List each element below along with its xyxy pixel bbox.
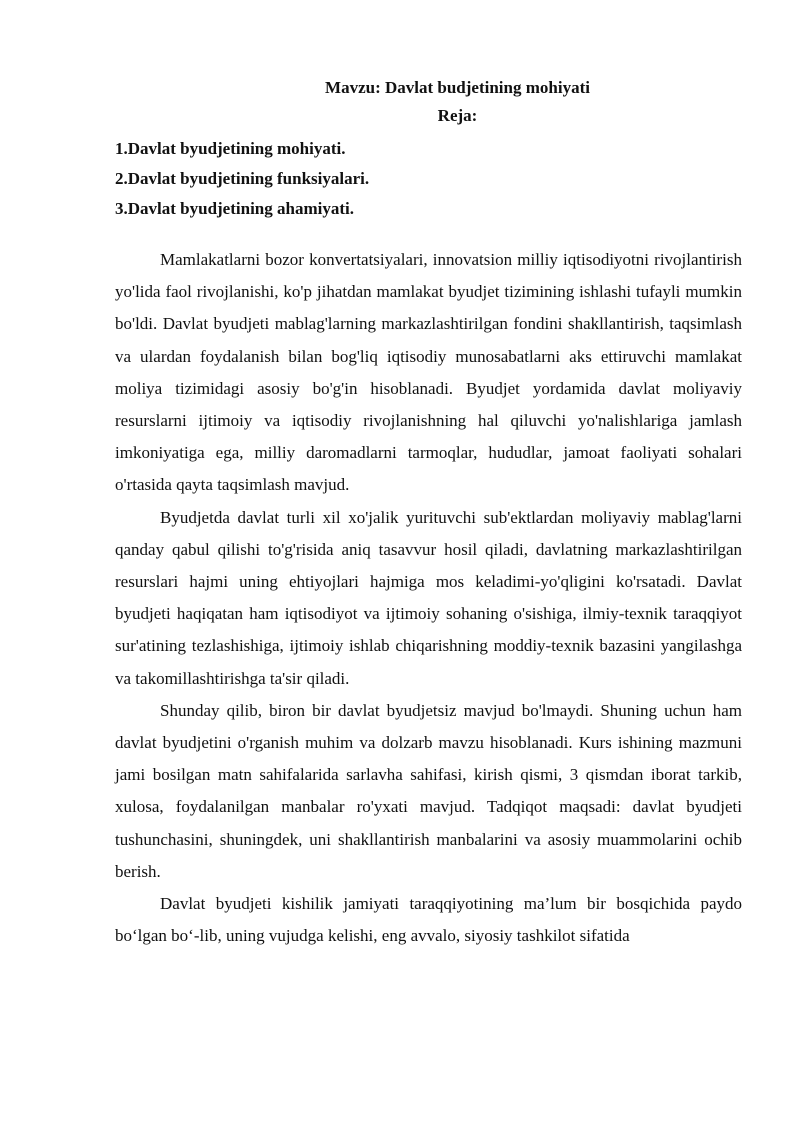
plan-heading: Reja: bbox=[437, 106, 478, 125]
plan-item-3: 3.Davlat byudjetining ahamiyati. bbox=[115, 199, 354, 218]
plan-item-2: 2.Davlat byudjetining funksiyalari. bbox=[115, 169, 370, 188]
plan-item-1: 1.Davlat byudjetining mohiyati. bbox=[115, 139, 346, 158]
paragraph-3: Shunday qilib, biron bir davlat byudjetsiz mavjud bo'lmaydi. Shuning uchun ham davlat byudjetini o'rganish muhim va dolzarb mavzu hisoblanadi. Kurs ishining mazmuni jami bosilgan matn sahifalarida sarlavha sahifasi, kirish qismi, 3 qismdan iborat tarkib, xulosa, foydalanilgan manbalar ro'yxati mavjud. Tadqiqot maqsadi: davlat byudjeti tushunchasini, shuningdek, uni shakllantirish manbalarini va asosiy muammolarini ochib berish. bbox=[115, 700, 742, 881]
paragraph-2: Byudjetda davlat turli xil xo'jalik yurituvchi sub'ektlardan moliyaviy mablag'larni qanday qabul qilishi to'g'risida aniq tasavvur hosil qiladi, davlatning markazlashtirilgan resurslari hajmi uning ehtiyojlari hajmiga mos keladimi-yo'qligini ko'rsatadi. Davlat byudjeti haqiqatan ham iqtisodiyot va ijtimoiy sohaning o'sishiga, ilmiy-texnik taraqqiyot sur'atining tezlashishiga, ijtimoiy ishlab chiqarishning moddiy-texnik bazasini yangilashga va takomillashtirishga ta'sir qiladi. bbox=[115, 507, 742, 688]
paragraph-4: Davlat byudjeti kishilik jamiyati taraqqiyotining ma’lum bir bosqichida paydo bo‘lgan bo‘-lib, uning vujudga kelishi, eng avvalo, siyosiy tashkilot sifatida bbox=[115, 894, 742, 946]
document-title: Mavzu: Davlat budjetining mohiyati bbox=[325, 78, 590, 97]
plan-list bbox=[115, 134, 742, 224]
document-page bbox=[115, 74, 742, 952]
paragraph-1: Mamlakatlarni bozor konvertatsiyalari, innovatsion milliy iqtisodiyotni rivojlantirish yo'lida faol rivojlanishi, ko'p jihatdan mamlakat byudjet tizimining ishlashi tufayli mumkin bo'ldi. Davlat byudjeti mablag'larning markazlashtirilgan fondini shakllantirish, taqsimlash va ulardan foydalanish bilan bog'liq iqtisodiy munosabatlarni aks ettiruvchi mamlakat moliya tizimidagi asosiy bo'g'in hisoblanadi. Byudjet yordamida davlat moliyaviy resurslarni ijtimoiy va iqtisodiy rivojlanishning hal qiluvchi yo'nalishlariga jamlash imkoniyatiga ega, milliy daromadlarni tarmoqlar, hududlar, jamoat faoliyati sohalari o'rtasida qayta taqsimlash mavjud. bbox=[115, 250, 742, 495]
